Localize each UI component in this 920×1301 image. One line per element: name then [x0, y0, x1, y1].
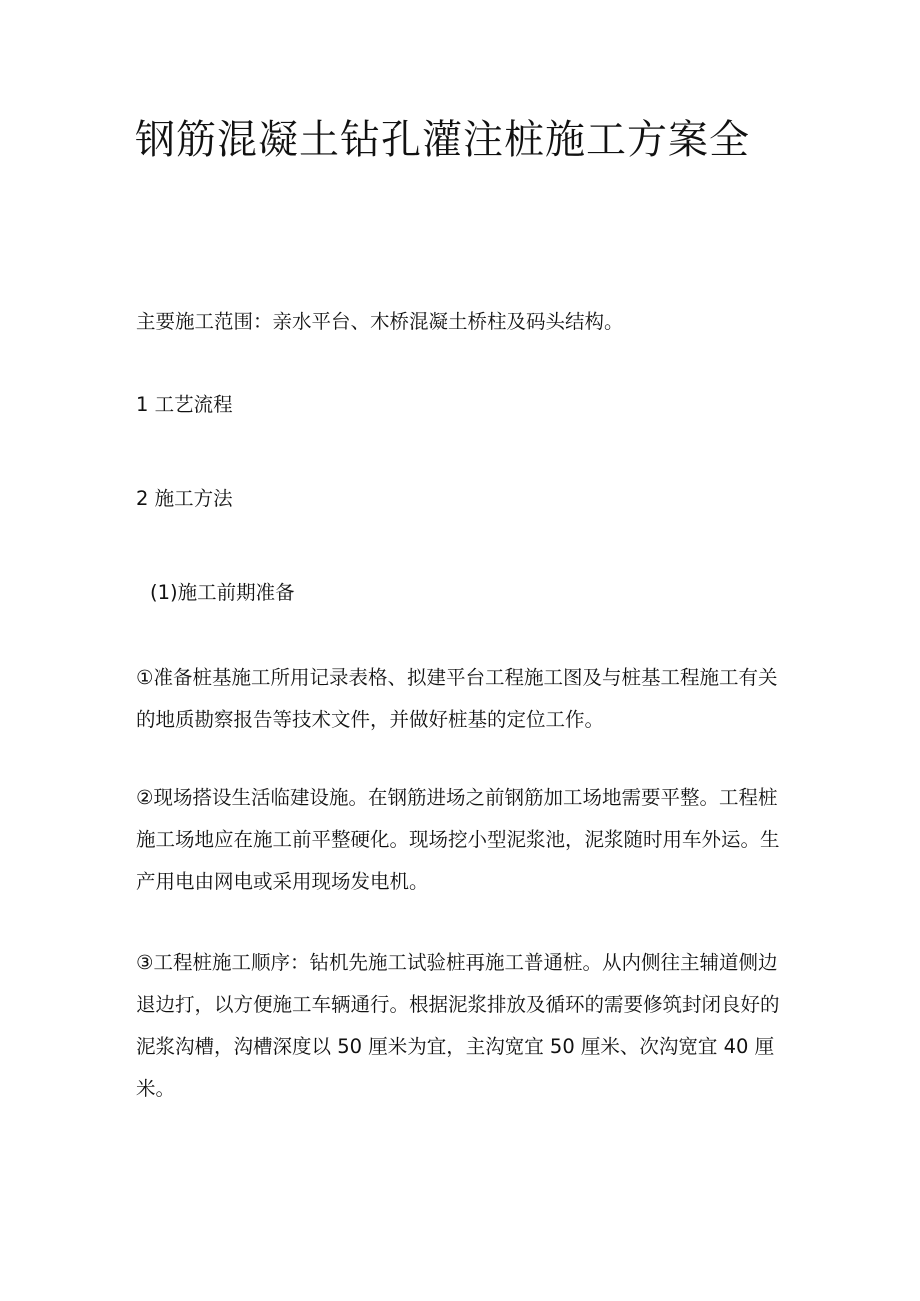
paragraph-item-1: ①准备桩基施工所用记录表格、拟建平台工程施工图及与桩基工程施工有关的地质勘察报告等技术文件，并做好桩基的定位工作。: [136, 666, 778, 731]
section-heading-method: 2 施工方法: [136, 487, 233, 510]
paragraph-item-3: ③工程桩施工顺序：钻机先施工试验桩再施工普通桩。从内侧往主辅道侧边退边打，以方便施工车辆通行。根据泥浆排放及循环的需要修筑封闭良好的泥浆沟槽，沟槽深度以 50 厘米为宜，主沟宽宜 50 厘米、次沟宽宜 40 厘米。: [136, 951, 780, 1100]
subsection-heading-preparation: (1)施工前期准备: [150, 581, 295, 604]
scope-paragraph: 主要施工范围：亲水平台、木桥混凝土桥柱及码头结构。: [136, 310, 624, 333]
document-title: 钢筋混凝土钻孔灌注桩施工方案全: [135, 117, 750, 163]
section-heading-process: 1 工艺流程: [136, 393, 233, 416]
paragraph-item-2: ②现场搭设生活临建设施。在钢筋进场之前钢筋加工场地需要平整。工程桩施工场地应在施工前平整硬化。现场挖小型泥浆池，泥浆随时用车外运。生产用电由网电或采用现场发电机。: [136, 786, 780, 893]
